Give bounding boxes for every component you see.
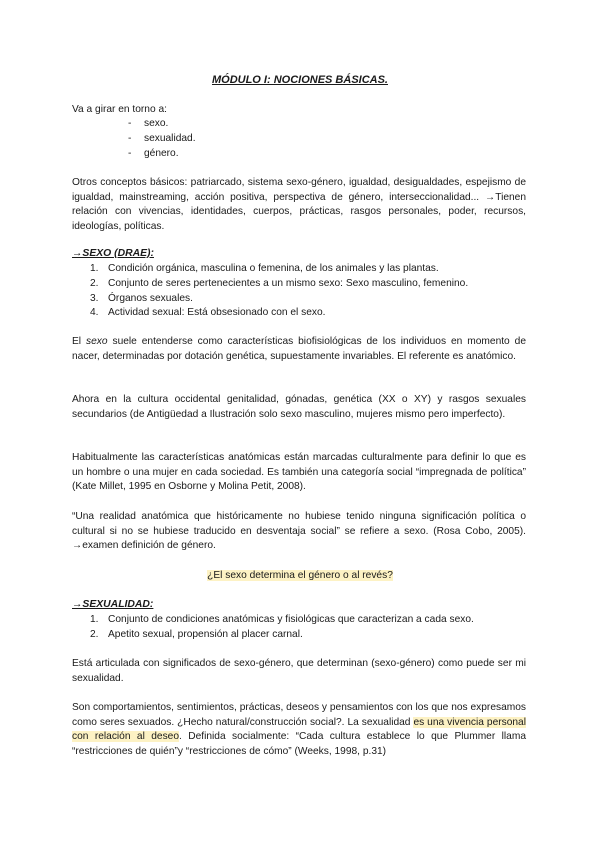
list-item: 2. Conjunto de seres pertenecientes a un mismo sexo: Sexo masculino, femenino.: [90, 278, 469, 289]
paragraph-comportamientos: Son comportamientos, sentimientos, prácticas, deseos y pensamientos con los que nos expresamos como seres sexuados. ¿Hecho natural/construcción social?. La sexualidad es una vivencia personal con relación al deseo. Definida socialmente: “Cada cultura establece lo que Plummer llama “restricciones de quién”y “restricciones de cómo” (Weeks, 1998, p.31): [72, 702, 526, 757]
list-item: 2. Apetito sexual, propensión al placer carnal.: [90, 629, 303, 640]
paragraph-cultura-occidental: Ahora en la cultura occidental genitalidad, gónadas, genética (XX o XY) y rasgos sexuales secundarios (de Antigüedad a Ilustración solo sexo masculino, mujeres mismo pero imperfecto).: [72, 394, 526, 420]
list-item: 3. Órganos sexuales.: [90, 293, 193, 304]
paragraph-habitualmente: Habitualmente las características anatómicas están marcadas culturalmente para definir lo que es un hombre o una mujer en cada sociedad. Es también una categoría social “impregnada de política” (Kate Millet, 1995 en Osborne y Molina Petit, 2008).: [72, 452, 526, 493]
intro-line: Va a girar en torno a:: [72, 104, 167, 115]
paragraph-sexo-definition: El sexo suele entenderse como características biofisiológicas de los individuos en momento de nacer, determinadas por dotación genética, supuestamente invariables. El referente es anatómico.: [72, 336, 526, 362]
section-heading-sexo: →SEXO (DRAE):: [72, 248, 154, 259]
question-line: ¿El sexo determina el género o al revés?: [207, 570, 393, 581]
list-item: - sexualidad.: [128, 133, 196, 144]
page-title: MÓDULO I: NOCIONES BÁSICAS.: [211, 74, 388, 86]
list-item: - sexo.: [128, 118, 169, 129]
list-item: 1. Condición orgánica, masculina o femenina, de los animales y las plantas.: [90, 263, 439, 274]
list-item: 1. Conjunto de condiciones anatómicas y fisiológicas que caracterizan a cada sexo.: [90, 614, 474, 625]
section-heading-sexualidad: →SEXUALIDAD:: [72, 599, 154, 610]
list-item: 4. Actividad sexual: Está obsesionado con el sexo.: [90, 307, 326, 318]
paragraph-quote-rosa-cobo: “Una realidad anatómica que históricamente no hubiese tenido ninguna significación política o cultural si no se hubiese traducido en desventaja social” se refiere a sexo. (Rosa Cobo, 2005). →examen definición de género.: [72, 511, 526, 552]
list-item: - género.: [128, 148, 179, 159]
paragraph-articulada: Está articulada con significados de sexo-género, que determinan (sexo-género) como puede ser mi sexualidad.: [72, 658, 526, 684]
paragraph-other-concepts: Otros conceptos básicos: patriarcado, sistema sexo-género, igualdad, desigualdades, espejismo de igualdad, mainstreaming, acción positiva, perspectiva de género, interseccionalidad... →Tienen relación con vivencias, identidades, cuerpos, prácticas, rasgos personales, poder, recursos, ideologías, políticas.: [72, 177, 526, 232]
